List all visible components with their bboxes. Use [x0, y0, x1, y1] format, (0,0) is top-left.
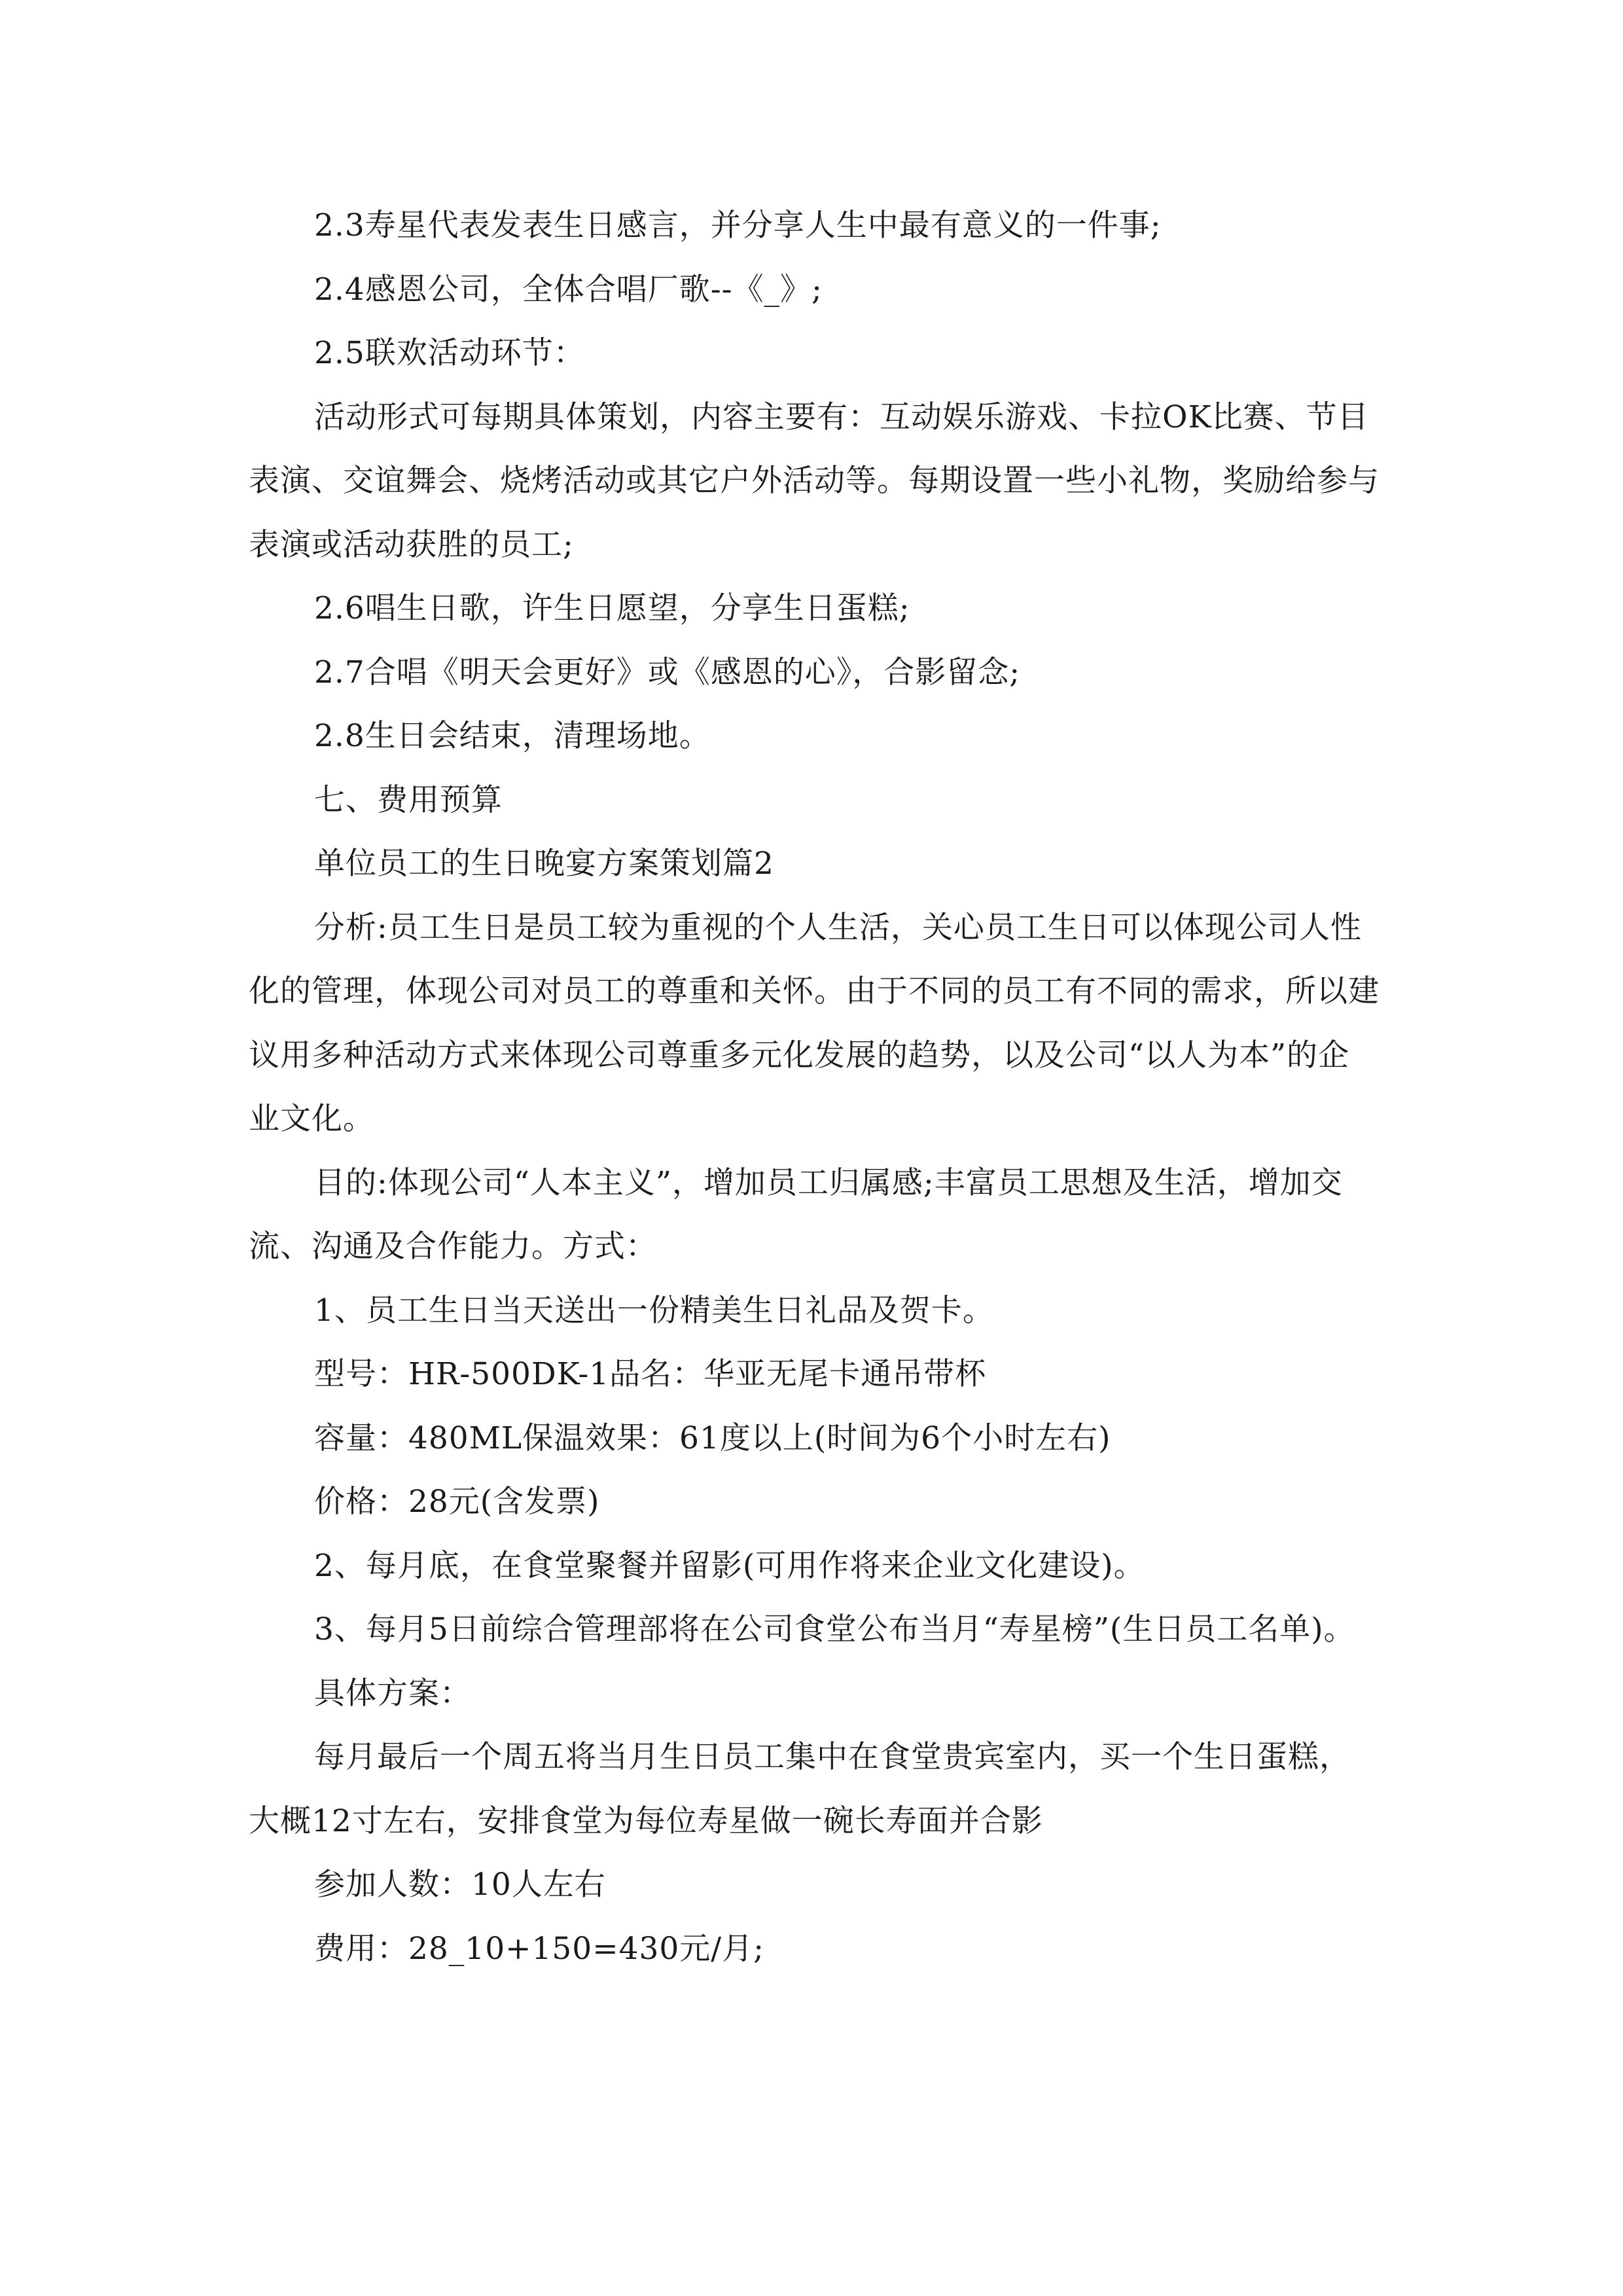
paragraph-purpose: 目的:体现公司“人本主义”，增加员工归属感;丰富员工思想及生活，增加交流、沟通及合作能力。方式： [249, 1164, 1343, 1265]
paragraph-cost: 费用：28_10+150=430元/月; [314, 1930, 764, 1967]
paragraph-gift: 1、员工生日当天送出一份精美生日礼品及贺卡。 [314, 1292, 994, 1329]
paragraph-analysis: 分析:员工生日是员工较为重视的个人生活，关心员工生日可以体现公司人性化的管理，体现公司对员工的尊重和关怀。由于不同的员工有不同的需求，所以建议用多种活动方式来体现公司尊重多元化发展的趋势，以及公司“以人为本”的企业文化。 [249, 909, 1380, 1137]
document-body [249, 194, 1381, 1981]
paragraph-2-6: 2.6唱生日歌，许生日愿望，分享生日蛋糕; [314, 590, 910, 626]
paragraph-birthday-list: 3、每月5日前综合管理部将在公司食堂公布当月“寿星榜”(生日员工名单)。 [314, 1611, 1355, 1647]
paragraph-2-4: 2.4感恩公司，全体合唱厂歌--《_》; [314, 271, 823, 308]
paragraph-participants: 参加人数：10人左右 [314, 1867, 606, 1903]
paragraph-monthly-dinner: 2、每月底，在食堂聚餐并留影(可用作将来企业文化建设)。 [314, 1547, 1145, 1584]
article-title-part-2: 单位员工的生日晚宴方案策划篇2 [314, 846, 774, 882]
paragraph-2-8: 2.8生日会结束，清理场地。 [314, 718, 711, 754]
paragraph-plan-heading: 具体方案： [314, 1675, 471, 1712]
paragraph-capacity: 容量：480ML保温效果：61度以上(时间为6个小时左右) [314, 1420, 1111, 1456]
section-heading-budget: 七、费用预算 [314, 781, 503, 818]
paragraph-activity-format: 活动形式可每期具体策划，内容主要有：互动娱乐游戏、卡拉OK比赛、节目表演、交谊舞会、烧烤活动或其它户外活动等。每期设置一些小礼物，奖励给参与表演或活动获胜的员工; [249, 399, 1380, 563]
paragraph-2-3: 2.3寿星代表发表生日感言，并分享人生中最有意义的一件事; [314, 207, 1162, 243]
paragraph-model: 型号：HR-500DK-1品名：华亚无尾卡通吊带杯 [314, 1356, 987, 1392]
paragraph-2-5: 2.5联欢活动环节： [314, 335, 585, 371]
paragraph-2-7: 2.7合唱《明天会更好》或《感恩的心》，合影留念; [314, 654, 1021, 691]
paragraph-plan-detail: 每月最后一个周五将当月生日员工集中在食堂贵宾室内，买一个生日蛋糕，大概12寸左右，安排食堂为每位寿星做一碗长寿面并合影 [249, 1739, 1351, 1839]
paragraph-price: 价格：28元(含发票) [314, 1484, 600, 1520]
